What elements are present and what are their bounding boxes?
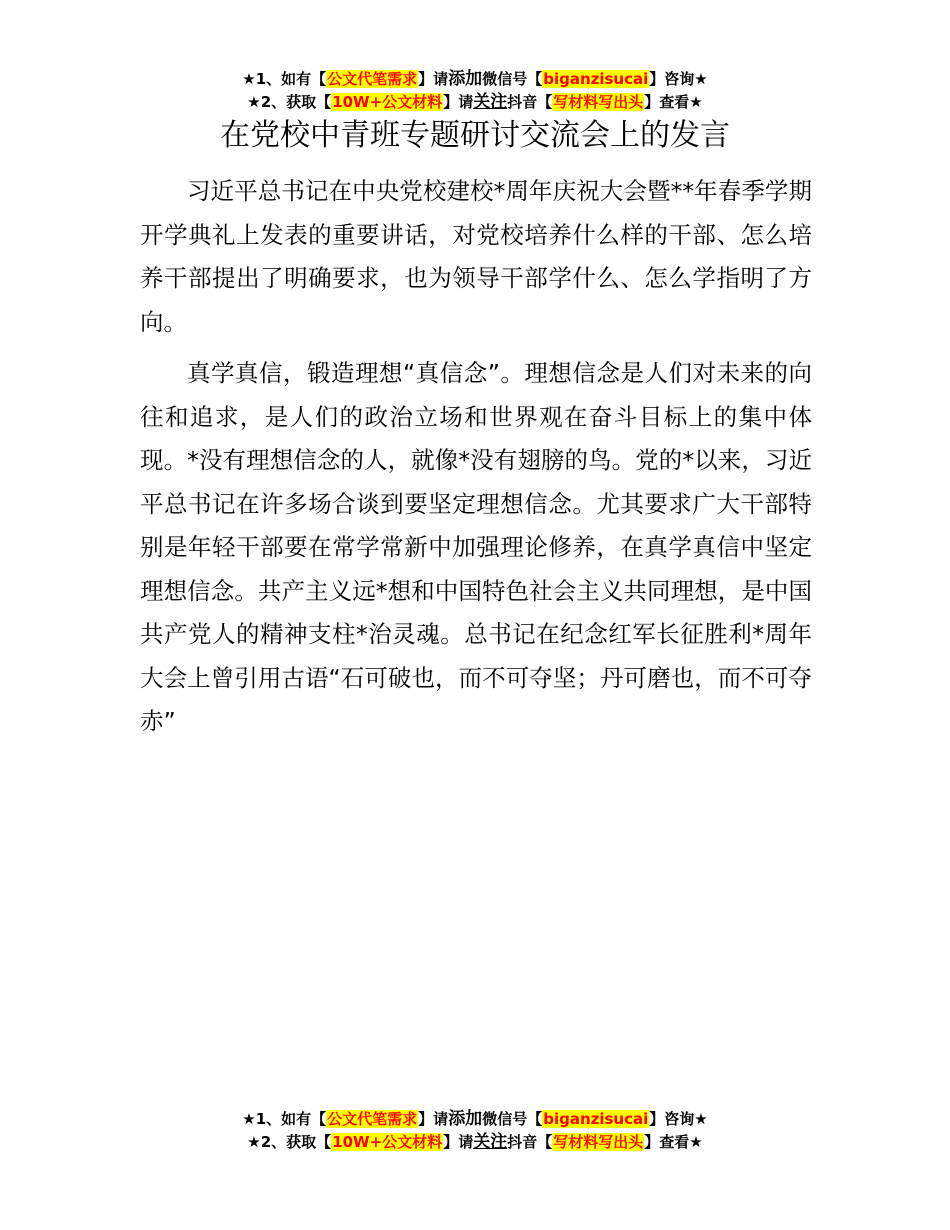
footer-banner: [0, 1108, 950, 1154]
banner-text: 】咨询★: [649, 1110, 708, 1128]
document-body: [140, 170, 812, 752]
banner-text: ★1、如有【: [242, 70, 327, 88]
banner-emphasis: 添加: [448, 1109, 483, 1129]
banner-text: 】请: [418, 70, 449, 88]
banner-line-1: [0, 68, 950, 91]
banner-text: 】查看★: [644, 93, 703, 111]
highlight-wechat-id: biganzisucai: [543, 70, 649, 88]
document-title: 在党校中青班专题研讨交流会上的发言: [220, 118, 730, 153]
paragraph: 习近平总书记在中央党校建校*周年庆祝大会暨**年春季学期开学典礼上发表的重要讲话，对党校培养什么样的干部、怎么培养干部提出了明确要求，也为领导干部学什么、怎么学指明了方向。: [140, 177, 812, 336]
banner-line-1: [0, 1108, 950, 1131]
banner-text: ★1、如有【: [242, 1110, 327, 1128]
highlight-douyin-account: 写材料写出头: [553, 1133, 644, 1151]
highlight-wechat-id: biganzisucai: [543, 1110, 649, 1128]
banner-emphasis: 关注: [473, 92, 508, 112]
banner-text: 微信号【: [482, 1110, 543, 1128]
banner-emphasis: 添加: [448, 69, 483, 89]
highlight-materials: 10W+公文材料: [332, 1133, 443, 1151]
highlight-service: 公文代笔需求: [327, 1110, 418, 1128]
banner-emphasis: 关注: [473, 1132, 508, 1152]
banner-text: 】咨询★: [649, 70, 708, 88]
banner-line-2: [0, 91, 950, 114]
banner-text: ★2、获取【: [247, 93, 332, 111]
header-banner: [0, 68, 950, 114]
highlight-douyin-account: 写材料写出头: [553, 93, 644, 111]
banner-text: 抖音【: [507, 1133, 553, 1151]
banner-line-2: [0, 1131, 950, 1154]
banner-text: 微信号【: [482, 70, 543, 88]
banner-text: ★2、获取【: [247, 1133, 332, 1151]
banner-text: 】请: [443, 1133, 474, 1151]
paragraph: 真学真信，锻造理想“真信念”。理想信念是人们对未来的向往和追求，是人们的政治立场和世界观在奋斗目标上的集中体现。*没有理想信念的人，就像*没有翅膀的鸟。党的*以来，习近平总书记在许多场合谈到要坚定理想信念。尤其要求广大干部特别是年轻干部要在常学常新中加强理论修养，在真学真信中坚定理想信念。共产主义远*想和中国特色社会主义共同理想，是中国共产党人的精神支柱*治灵魂。总书记在纪念红军长征胜利*周年大会上曾引用古语“石可破也，而不可夺坚；丹可磨也，而不可夺赤”: [140, 359, 812, 735]
banner-text: 】请: [418, 1110, 449, 1128]
banner-text: 】请: [443, 93, 474, 111]
banner-text: 】查看★: [644, 1133, 703, 1151]
highlight-service: 公文代笔需求: [327, 70, 418, 88]
highlight-materials: 10W+公文材料: [332, 93, 443, 111]
banner-text: 抖音【: [507, 93, 553, 111]
